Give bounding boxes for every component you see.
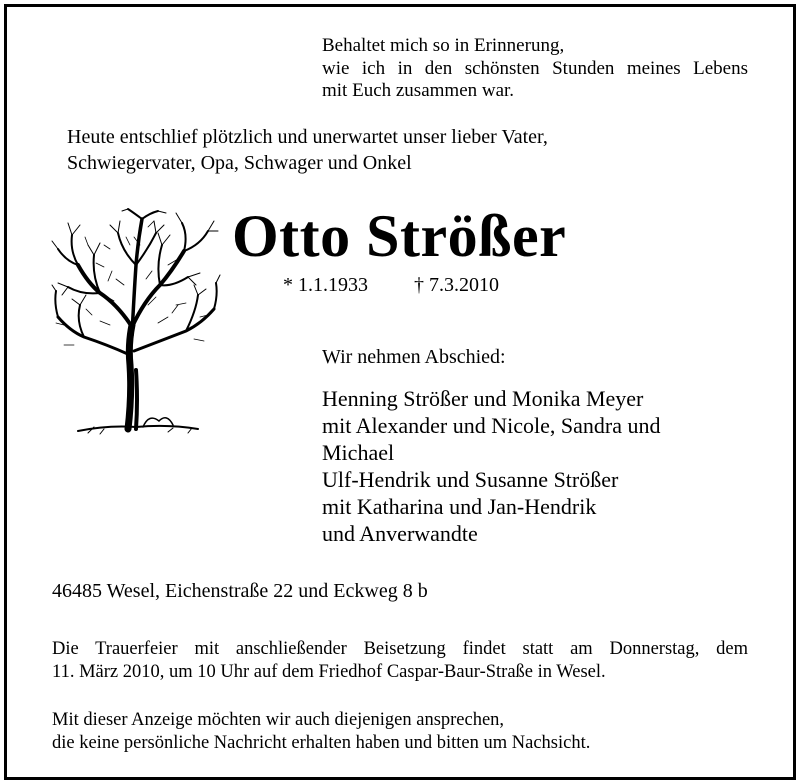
- deceased-name: Otto Strößer: [232, 203, 567, 269]
- intro-line-1: Heute entschlief plötzlich und unerwartet unser lieber Vater,: [67, 126, 548, 148]
- mourners-list: [322, 385, 722, 547]
- family-address: 46485 Wesel, Eichenstraße 22 und Eckweg 8 b: [52, 580, 428, 602]
- quote-line-1: Behaltet mich so in Erinnerung,: [322, 35, 565, 56]
- quote-line-2: wie ich in den schönsten Stunden meines Lebens: [322, 57, 748, 79]
- note-line-2: die keine persönliche Nachricht erhalten haben und bitten um Nachsicht.: [52, 733, 591, 753]
- bare-tree-illustration: [48, 205, 224, 443]
- mourner-line: und Anverwandte: [322, 521, 478, 546]
- memorial-quote: [322, 35, 748, 103]
- announcement-intro: [67, 124, 548, 176]
- service-line-2: 11. März 2010, um 10 Uhr auf dem Friedhof Caspar-Baur-Straße in Wesel.: [52, 662, 606, 682]
- life-dates: [283, 272, 499, 298]
- birth-date: * 1.1.1933: [283, 274, 368, 296]
- mourner-line: mit Katharina und Jan-Hendrik: [322, 494, 597, 519]
- service-line-1: Die Trauerfeier mit anschließender Beisetzung findet statt am Donnerstag, dem: [52, 639, 748, 659]
- farewell-heading: Wir nehmen Abschied:: [322, 346, 506, 368]
- mourner-line: mit Alexander und Nicole, Sandra und: [322, 413, 661, 438]
- death-date: † 7.3.2010: [414, 274, 499, 296]
- mourner-line: Michael: [322, 440, 395, 465]
- mourner-line: Henning Strößer und Monika Meyer: [322, 386, 644, 411]
- intro-line-2: Schwiegervater, Opa, Schwager und Onkel: [67, 152, 412, 174]
- quote-line-3: mit Euch zusammen war.: [322, 80, 515, 101]
- mourner-line: Ulf-Hendrik und Susanne Strößer: [322, 467, 619, 492]
- funeral-service-info: [52, 638, 748, 684]
- closing-note: [52, 709, 590, 755]
- note-line-1: Mit dieser Anzeige möchten wir auch diejenigen ansprechen,: [52, 710, 505, 730]
